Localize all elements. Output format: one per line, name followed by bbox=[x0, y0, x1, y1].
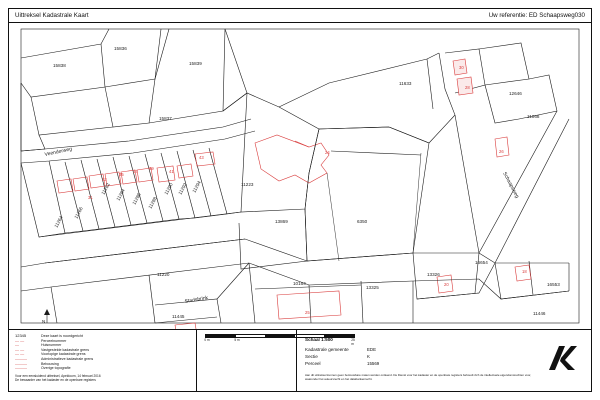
kadaster-value: EDE bbox=[367, 347, 377, 352]
svg-text:12646: 12646 bbox=[509, 91, 522, 96]
legend-label: Huisnummer bbox=[41, 343, 62, 348]
svg-text:39: 39 bbox=[149, 166, 154, 171]
scale-segment bbox=[206, 335, 236, 337]
svg-text:10164: 10164 bbox=[293, 281, 306, 286]
kadaster-row bbox=[305, 353, 455, 360]
parcel-labels bbox=[53, 46, 560, 319]
svg-text:15837: 15837 bbox=[159, 116, 172, 121]
kadaster-value: 15569 bbox=[367, 361, 380, 366]
legend-label: Perceelnummer bbox=[41, 338, 67, 343]
svg-text:13326: 13326 bbox=[427, 272, 440, 277]
svg-text:41: 41 bbox=[169, 169, 174, 174]
svg-text:11446: 11446 bbox=[533, 311, 546, 316]
legend-rows bbox=[15, 334, 195, 371]
scale-tick: 5 m bbox=[234, 338, 240, 342]
svg-text:11288: 11288 bbox=[147, 196, 158, 210]
header-reference: Uw referentie: ED Schaapsweg030 bbox=[488, 12, 585, 19]
legend-key: ——— bbox=[15, 365, 27, 371]
svg-text:11633: 11633 bbox=[399, 81, 412, 86]
svg-text:11286: 11286 bbox=[131, 192, 142, 206]
kadaster-logo-icon bbox=[545, 344, 579, 372]
legend-footer-line: Voor een eensluidend uittreksel, Apeldoorn, 14 februari 2016 bbox=[15, 373, 101, 378]
svg-text:18: 18 bbox=[522, 269, 527, 274]
north-label: N bbox=[42, 319, 46, 324]
svg-text:11445: 11445 bbox=[172, 314, 185, 319]
svg-text:Veenderweg: Veenderweg bbox=[44, 146, 73, 158]
svg-text:11223: 11223 bbox=[241, 182, 254, 187]
map-legend bbox=[15, 334, 195, 382]
svg-text:16654: 16654 bbox=[475, 260, 488, 265]
svg-text:6350: 6350 bbox=[357, 219, 368, 224]
kadaster-label: Kadastrale gemeente bbox=[305, 347, 349, 352]
legend-label: Overige topografie bbox=[41, 366, 71, 371]
svg-text:13325: 13325 bbox=[366, 285, 379, 290]
svg-text:11068: 11068 bbox=[527, 114, 540, 119]
legend-key: 12345 bbox=[15, 333, 27, 338]
legend-label: Administratieve kadastrale grens bbox=[41, 356, 94, 361]
footer-divider-1 bbox=[196, 330, 197, 391]
svg-text:43: 43 bbox=[199, 155, 204, 160]
svg-text:11284: 11284 bbox=[115, 188, 126, 202]
svg-text:31: 31 bbox=[88, 195, 93, 200]
kadaster-label: Sectie bbox=[305, 354, 318, 359]
svg-text:13869: 13869 bbox=[275, 219, 288, 224]
svg-text:11282: 11282 bbox=[100, 182, 111, 196]
kadaster-value: K bbox=[367, 354, 370, 359]
map-svg[interactable] bbox=[9, 23, 591, 329]
svg-text:11266: 11266 bbox=[73, 206, 84, 220]
document-footer bbox=[9, 329, 591, 391]
legend-key: ——— bbox=[15, 355, 27, 361]
legend-item bbox=[15, 366, 195, 371]
legend-label: Voorlopige kadastrale grens bbox=[41, 352, 86, 357]
cadastral-map[interactable] bbox=[9, 23, 591, 329]
scale-tick: 0 m bbox=[204, 338, 210, 342]
svg-text:11292: 11292 bbox=[177, 182, 188, 196]
svg-text:33: 33 bbox=[102, 177, 107, 182]
legend-key: — bbox=[15, 342, 19, 348]
scale-segment bbox=[266, 335, 296, 337]
svg-text:20: 20 bbox=[444, 282, 449, 287]
svg-text:35: 35 bbox=[119, 172, 124, 177]
legend-label: Vastgestelde kadastrale grens bbox=[41, 347, 90, 352]
legend-key: — — bbox=[15, 337, 25, 343]
scale-title: Schaal 1:500 bbox=[305, 337, 333, 342]
legend-key: — — bbox=[15, 346, 25, 352]
scale-tick: 25 m bbox=[351, 338, 355, 346]
disclaimer-text: Aan dit uittreksel kunnen geen betrouwbare maten worden ontleend. De Dienst voor het kadaster en de openbare registers behoudt zich de intellectuele eigendomsrechten voor, waaronder het auteursrecht en het databankenrecht. bbox=[305, 373, 532, 381]
legend-footer-line: De bewaarder van het kadaster en de openbare registers bbox=[15, 377, 96, 382]
document-header bbox=[9, 9, 591, 23]
legend-key: — — bbox=[15, 351, 25, 357]
svg-text:11264: 11264 bbox=[53, 215, 64, 229]
svg-text:15838: 15838 bbox=[53, 63, 66, 68]
svg-text:11220: 11220 bbox=[157, 272, 170, 277]
svg-text:37: 37 bbox=[133, 169, 138, 174]
header-title: Uittreksel Kadastrale Kaart bbox=[15, 12, 89, 19]
svg-text:26: 26 bbox=[499, 149, 504, 154]
svg-text:15839: 15839 bbox=[189, 61, 202, 66]
scale-segment bbox=[236, 335, 266, 337]
kadaster-details bbox=[305, 336, 455, 367]
svg-text:16553: 16553 bbox=[547, 282, 560, 287]
svg-text:Stadsbrink: Stadsbrink bbox=[184, 294, 209, 305]
legend-footer bbox=[15, 374, 195, 382]
svg-text:Schaapsweg: Schaapsweg bbox=[501, 171, 520, 200]
svg-text:11290: 11290 bbox=[163, 182, 174, 196]
kadaster-label: Perceel bbox=[305, 361, 321, 366]
svg-text:25: 25 bbox=[305, 310, 310, 315]
kadaster-row bbox=[305, 360, 455, 367]
legend-key: ——— bbox=[15, 360, 27, 366]
svg-text:11294: 11294 bbox=[191, 180, 202, 194]
legend-label: Deze kaart is noordgericht bbox=[41, 334, 83, 338]
street-name-labels bbox=[44, 146, 520, 305]
svg-text:15836: 15836 bbox=[114, 46, 127, 51]
kadaster-row bbox=[305, 346, 455, 353]
svg-text:30: 30 bbox=[459, 65, 464, 70]
svg-text:28: 28 bbox=[465, 85, 470, 90]
svg-text:24: 24 bbox=[325, 150, 330, 155]
legend-label: Bebouwing bbox=[41, 361, 59, 366]
